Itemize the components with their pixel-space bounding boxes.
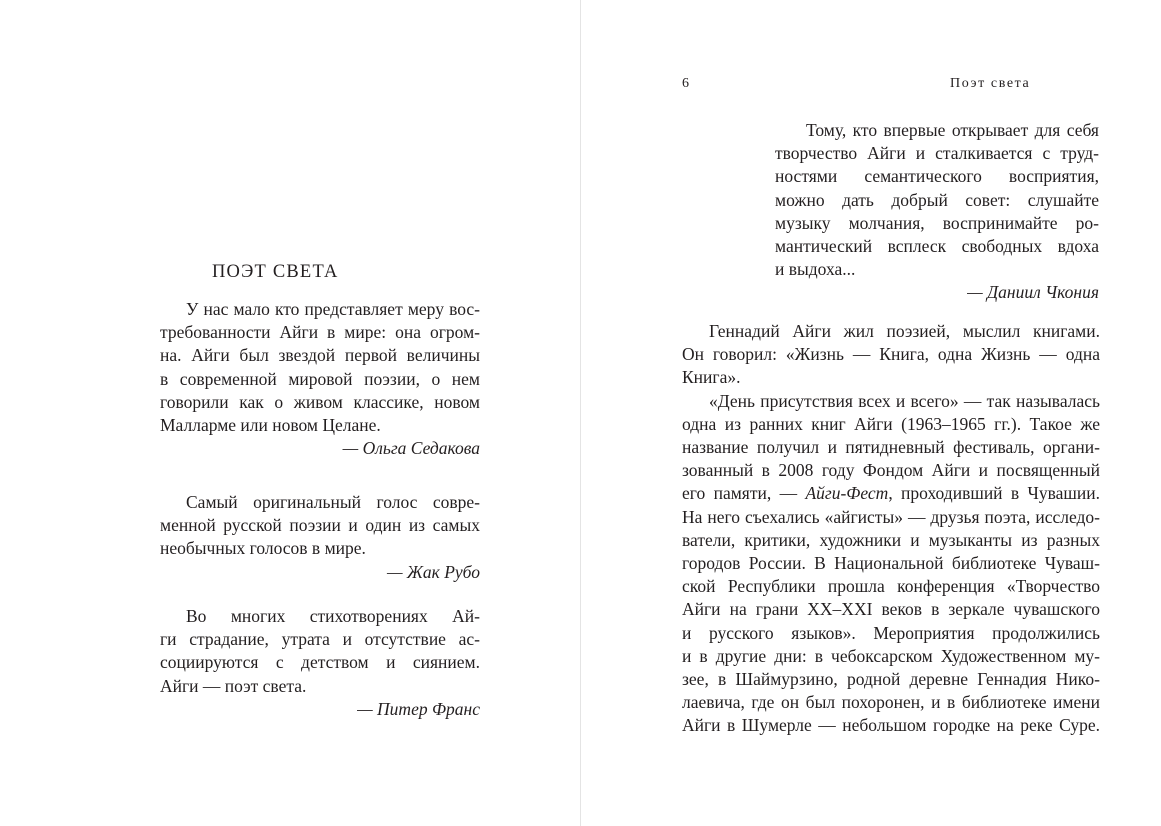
running-title: Поэт света — [950, 76, 1031, 91]
body-line: лаевича, где он был похоронен, и в библиотеке имени — [682, 692, 1100, 713]
body-text — [682, 320, 1100, 738]
epigraph-line: и выдоха... — [775, 259, 856, 280]
quote-line: Во многих стихотворениях Ай- — [186, 606, 480, 626]
epigraph-line: музыку молчания, воспринимайте ро- — [775, 212, 1099, 233]
left-page — [0, 0, 580, 826]
body-line: На него съехались «айгисты» — друзья поэта, исследо- — [682, 506, 1100, 527]
epigraph-line: Тому, кто впервые открывает для себя — [806, 120, 1099, 140]
body-line: Айги на грани XX–XXI веков в зеркале чувашского — [682, 599, 1100, 620]
body-line: Он говорил: «Жизнь — Книга, одна Жизнь — одна — [682, 344, 1100, 365]
body-line: зованный в 2008 году Фондом Айги и посвященный — [682, 460, 1100, 481]
body-line: Геннадий Айги жил поэзией, мыслил книгами. — [709, 321, 1100, 341]
epigraph-line: мантический всплеск свободных вдоха — [775, 236, 1099, 257]
quote-line: в современной мировой поэзии, о нем — [160, 368, 480, 389]
quote-attribution: — Питер Франс — [357, 698, 480, 719]
body-line: его памяти, — Айги-Фест, проходивший в Чувашии. — [682, 483, 1101, 504]
body-line: ской Республики прошла конференция «Творчество — [682, 576, 1100, 597]
body-line: Айги в Шумерле — небольшом городке на реке Суре. — [682, 715, 1100, 736]
paragraph — [682, 320, 1100, 390]
festival-name: Айги-Фест — [805, 483, 889, 504]
quote-line: менной русской поэзии и один из самых — [160, 515, 480, 536]
quote-attribution: — Жак Рубо — [386, 561, 480, 582]
body-line: Книга». — [682, 367, 741, 388]
body-line: городов России. В Национальной библиотеке Чуваш- — [682, 553, 1100, 574]
quote-sedakova — [160, 298, 480, 460]
quote-line: Самый оригинальный голос совре- — [186, 492, 480, 512]
epigraph-line: творчество Айги и сталкивается с труд- — [775, 143, 1099, 164]
quote-line: необычных голосов в мире. — [160, 538, 366, 559]
epigraph-attribution: — Даниил Чкония — [967, 282, 1099, 303]
chapter-title: ПОЭТ СВЕТА — [212, 262, 339, 282]
quote-line: говорили как о живом классике, новом — [160, 391, 480, 412]
body-line: и в другие дни: в чебоксарском Художественном му- — [682, 645, 1100, 666]
epigraph-line: ностями семантического восприятия, — [775, 166, 1099, 187]
body-line: зее, в Шаймурзино, родной деревне Геннадия Нико- — [682, 669, 1100, 690]
epigraph — [775, 119, 1099, 305]
body-line: и русского языков». Мероприятия продолжились — [682, 622, 1100, 643]
quote-line: ги страдание, утрата и отсутствие ас- — [160, 629, 480, 650]
epigraph-line: можно дать добрый совет: слушайте — [775, 189, 1099, 210]
body-line: «День присутствия всех и всего» — так называлась — [709, 390, 1100, 411]
quote-line: Малларме или новом Целане. — [160, 415, 381, 436]
page-number: 6 — [682, 76, 689, 91]
quote-line: требованности Айги в мире: она огром- — [160, 322, 480, 343]
body-line: ватели, критики, художники и музыканты из разных — [682, 529, 1100, 550]
paragraph — [682, 390, 1100, 738]
quote-line: У нас мало кто представляет меру вос- — [186, 299, 480, 319]
quote-line: социируются с детством и сиянием. — [160, 652, 480, 673]
quote-line: на. Айги был звездой первой величины — [160, 345, 480, 366]
right-page — [581, 0, 1161, 826]
quote-roubaud — [160, 491, 480, 584]
body-line: одна из ранних книг Айги (1963–1965 гг.). Такое же — [682, 413, 1100, 434]
quote-attribution: — Ольга Седакова — [342, 438, 480, 459]
quote-line: Айги — поэт света. — [160, 675, 307, 696]
quote-france — [160, 605, 480, 721]
body-line: название получил и пятидневный фестиваль, органи- — [682, 437, 1100, 458]
